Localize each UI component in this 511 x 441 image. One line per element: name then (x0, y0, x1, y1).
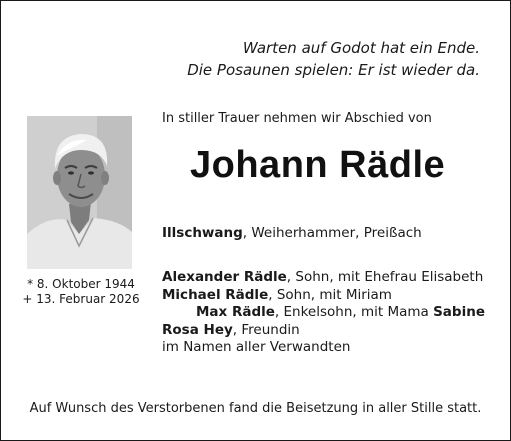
portrait-image (27, 116, 132, 269)
motto-line-2: Die Posaunen spielen: Er ist wieder da. (187, 61, 480, 79)
death-date: + 13. Februar 2026 (22, 292, 140, 306)
mourner-relation: , Freundin (232, 321, 300, 338)
motto-line-1: Warten auf Godot hat ein Ende. (242, 39, 480, 57)
place-rest: , Weiherhammer, Preißach (242, 225, 422, 241)
mourner-item (162, 304, 485, 322)
intro-text: In stiller Trauer nehmen wir Abschied von (162, 111, 432, 126)
portrait-photo (27, 116, 132, 269)
place-primary: Illschwang (162, 225, 243, 241)
mourner-relation: , Sohn, mit Miriam (268, 286, 392, 303)
mourner-item (162, 322, 485, 340)
relatives-note: im Namen aller Verwandten (162, 339, 351, 355)
burial-note: Auf Wunsch des Verstorbenen fand die Beisetzung in aller Stille statt. (29, 401, 482, 416)
life-dates (21, 277, 141, 307)
mourners-list (162, 269, 485, 357)
mourner-extra-name: Sabine (433, 304, 485, 320)
mourner-item (162, 287, 485, 305)
birth-date: * 8. Oktober 1944 (27, 277, 135, 291)
mourner-name: Michael Rädle (162, 286, 269, 303)
mourner-item (162, 269, 485, 287)
mourner-name: Alexander Rädle (162, 269, 287, 285)
deceased-name: Johann Rädle (190, 144, 446, 186)
mourner-relation: , Sohn, mit Ehefrau Elisabeth (286, 269, 484, 285)
motto (187, 37, 480, 81)
mourner-name: Rosa Hey (162, 321, 233, 338)
places (162, 225, 422, 241)
mourner-name: Max Rädle (196, 304, 275, 320)
mourner-relation: , Enkelsohn, mit Mama (274, 304, 434, 320)
